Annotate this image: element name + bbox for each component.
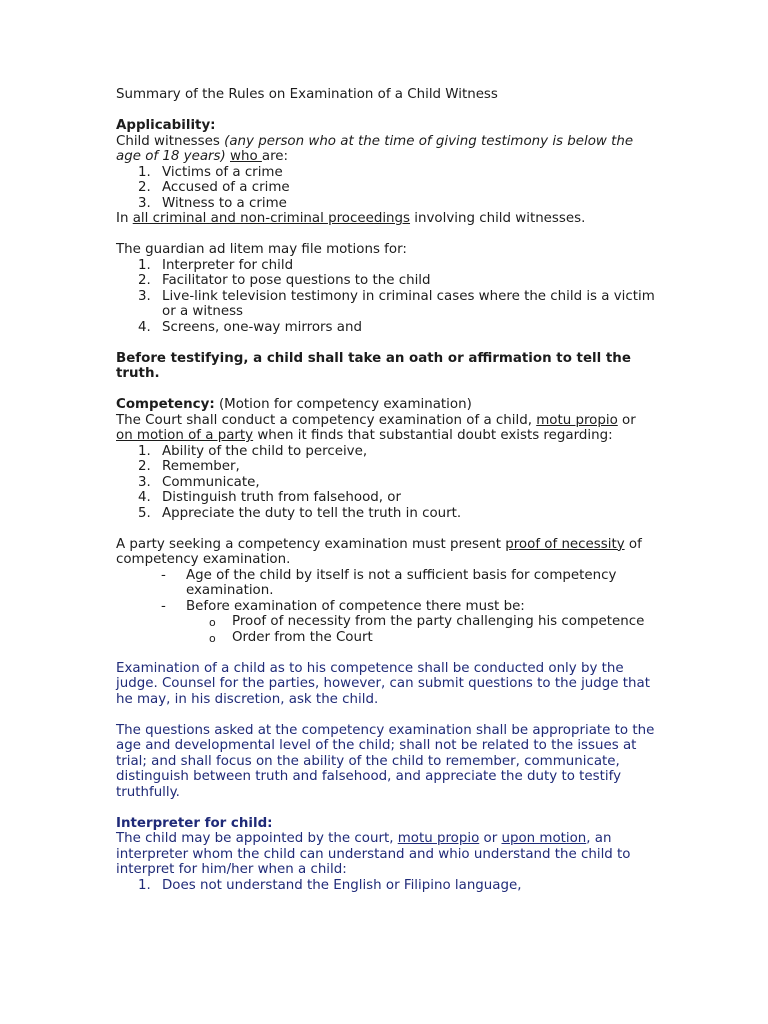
list-number: 3. (138, 288, 151, 304)
competency-heading-line (116, 397, 656, 413)
dash-list (116, 568, 656, 615)
competency-heading: Competency: (116, 397, 215, 412)
intro-who: who (230, 149, 262, 164)
proof-text: A party seeking a competency examination must present (116, 536, 506, 552)
guardian-list (116, 258, 656, 336)
list-item (116, 878, 656, 894)
list-text: Distinguish truth from falsehood, or (162, 490, 401, 505)
list-number: 3. (138, 474, 151, 490)
list-item (116, 180, 656, 196)
judge-examination-paragraph: Examination of a child as to his competence shall be conducted only by the judge. Counsel for the parties, however, can submit questions to the judge that he may, in his discretion, ask the child. (116, 660, 650, 707)
applicability-heading: Applicability: (116, 118, 216, 133)
list-number: 1. (138, 257, 151, 273)
interpreter-list (116, 878, 656, 894)
motu-propio: motu propio (536, 412, 618, 428)
list-item (116, 444, 656, 460)
list-item (116, 289, 656, 320)
list-number: 5. (138, 505, 151, 521)
list-number: 4. (138, 490, 151, 505)
applicability-intro (116, 134, 656, 165)
dash-item (116, 599, 656, 615)
intro-definition: (any person who at the time of giving testimony is below the age of 18 years) (116, 133, 634, 164)
list-number: 1. (138, 877, 151, 893)
list-text: Does not understand the English or Filipino language, (162, 877, 522, 893)
dash-item (116, 568, 656, 599)
competency-note: (Motion for competency examination) (214, 397, 472, 412)
list-item (116, 490, 656, 506)
dash-text: Age of the child by itself is not a sufficient basis for competency examination. (186, 567, 617, 598)
applicability-scope (116, 211, 656, 227)
competency-text-part: The Court shall conduct a competency examination of a child, (116, 412, 537, 428)
list-number: 2. (138, 273, 151, 288)
interpreter-heading: Interpreter for child: (116, 815, 273, 831)
list-text: Live-link television testimony in criminal cases where the child is a victim or a witness (162, 288, 655, 319)
document-title: Summary of the Rules on Examination of a Child Witness (116, 87, 498, 102)
list-text: Witness to a crime (162, 195, 287, 211)
list-number: 4. (138, 319, 151, 335)
scope-text: In (116, 211, 133, 226)
list-text: Ability of the child to perceive, (162, 443, 368, 459)
list-text: Appreciate the duty to tell the truth in court. (162, 505, 462, 521)
competency-questions-paragraph: The questions asked at the competency examination shall be appropriate to the age and developmental level of the child; shall not be related to the issues at trial; and shall focus on the ability of the child to remember, communicate, distinguish between truth and falsehood, and appreciate the duty to testify truthfully. (116, 722, 655, 800)
interpreter-text-part: , an interpreter whom the child can understand and whio understand the child to interpret for him/her when a child: (116, 831, 631, 877)
proof-text: of competency examination. (116, 536, 642, 567)
applicability-list (116, 165, 656, 212)
list-text: Communicate, (162, 474, 260, 490)
list-item (116, 273, 656, 289)
dash-mark: - (161, 567, 166, 583)
list-text: Accused of a crime (162, 180, 290, 195)
list-item (116, 459, 656, 475)
list-item (116, 475, 656, 491)
interpreter-text-part: The child may be appointed by the court, (116, 831, 398, 846)
competency-text-part: or (617, 412, 636, 428)
list-item (116, 196, 656, 212)
sub-bullet-text: Order from the Court (232, 629, 373, 645)
list-item (116, 165, 656, 181)
motu-propio: motu propio (397, 831, 480, 846)
on-motion-of-party: on motion of a party (116, 428, 254, 443)
proof-underlined: proof of necessity (505, 536, 625, 552)
interpreter-text-part: or (479, 831, 502, 846)
sub-bullet-item (116, 614, 656, 630)
list-number: 2. (138, 459, 151, 474)
intro-text: Child witnesses (116, 133, 225, 149)
competency-text (116, 413, 656, 444)
list-text: Victims of a crime (162, 164, 283, 180)
bullet-mark: o (209, 616, 216, 629)
guardian-intro: The guardian ad litem may file motions for: (116, 242, 407, 257)
interpreter-text (116, 831, 656, 878)
list-item (116, 506, 656, 522)
dash-mark: - (161, 598, 166, 614)
competency-text-part: when it finds that substantial doubt exists regarding: (253, 428, 613, 443)
list-item (116, 258, 656, 274)
list-text: Remember, (162, 459, 240, 474)
dash-text: Before examination of competence there must be: (186, 598, 525, 614)
list-number: 1. (138, 443, 151, 459)
document-page (116, 87, 656, 893)
competency-list (116, 444, 656, 522)
oath-statement: Before testifying, a child shall take an oath or affirmation to tell the truth. (116, 350, 631, 381)
sub-bullet-list (116, 614, 656, 645)
list-text: Interpreter for child (162, 257, 294, 273)
list-text: Facilitator to pose questions to the child (162, 273, 431, 288)
sub-bullet-text: Proof of necessity from the party challenging his competence (232, 614, 645, 629)
intro-end: are: (261, 149, 289, 164)
list-item (116, 320, 656, 336)
sub-bullet-item (116, 630, 656, 646)
scope-underlined: all criminal and non-criminal proceedings (132, 211, 411, 226)
list-number: 3. (138, 195, 151, 211)
scope-text: involving child witnesses. (410, 211, 586, 226)
upon-motion: upon motion (501, 831, 587, 846)
list-number: 2. (138, 180, 151, 195)
list-text: Screens, one-way mirrors and (162, 319, 362, 335)
list-number: 1. (138, 164, 151, 180)
bullet-mark: o (209, 631, 216, 645)
proof-of-necessity-text (116, 537, 656, 568)
